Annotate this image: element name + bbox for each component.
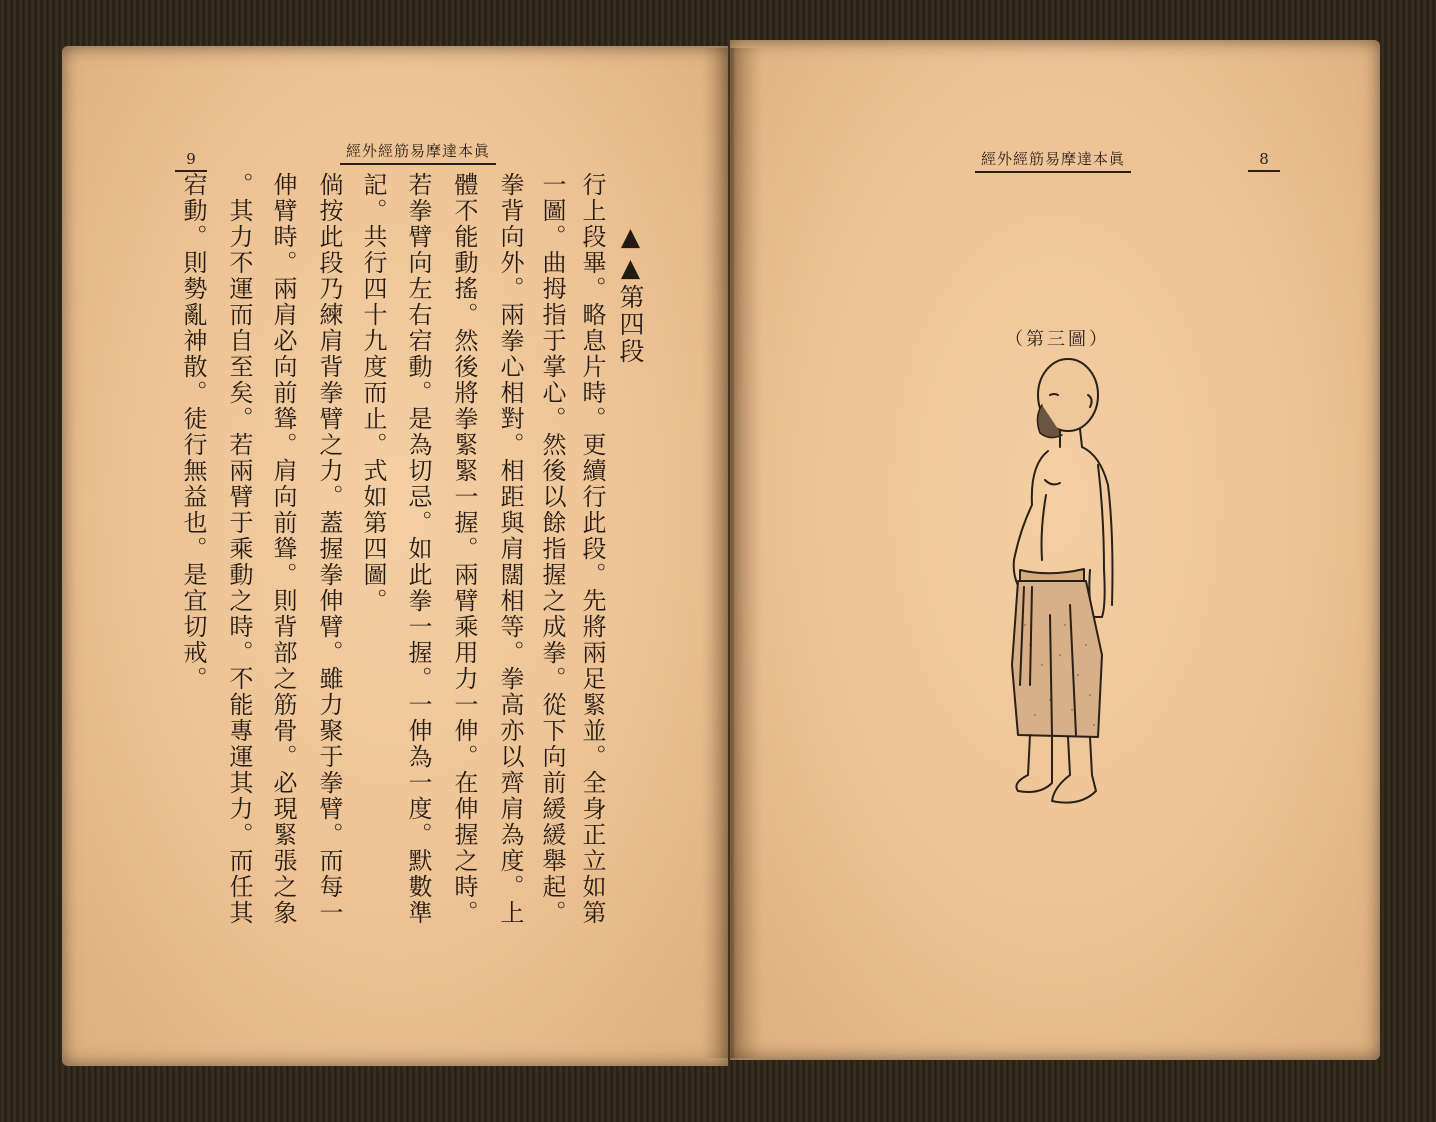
open-book	[62, 38, 1382, 1068]
text-column: 宕動。則勢亂神散。徒行無益也。是宜切戒。	[179, 172, 207, 692]
text-column: 一圖。曲拇指于掌心。然後以餘指握之成拳。從下向前緩緩舉起。	[538, 172, 566, 926]
text-column: 記。共行四十九度而止。式如第四圖。	[359, 172, 387, 614]
left-running-head: 經外經筋易摩達本眞	[340, 140, 496, 165]
text-column: 若拳臂向左右宕動。是為切忌。如此拳一握。一伸為一度。默數準	[404, 172, 432, 926]
text-column: 倘按此段乃練肩背拳臂之力。蓋握拳伸臂。雖力聚于拳臂。而每一	[315, 172, 343, 926]
text-column: 。其力不運而自至矣。若兩臂于乘動之時。不能專運其力。而任其	[225, 172, 253, 926]
figure-caption: （第三圖）	[1005, 329, 1110, 350]
left-page-number: 9	[175, 150, 207, 172]
standing-man-illustration	[990, 355, 1140, 815]
section-heading: ▲▲第四段	[616, 222, 645, 365]
text-column: 拳背向外。兩拳心相對。相距與肩闊相等。拳高亦以齊肩為度。上	[496, 172, 524, 926]
right-running-head: 經外經筋易摩達本眞	[975, 148, 1131, 173]
right-page-number: 8	[1248, 150, 1280, 172]
text-column: 行上段畢。略息片時。更續行此段。先將兩足緊並。全身正立如第	[578, 172, 606, 926]
text-column: 伸臂時。兩肩必向前聳。肩向前聳。則背部之筋骨。必現緊張之象	[269, 172, 297, 926]
text-column: 體不能動搖。然後將拳緊緊一握。兩臂乘用力一伸。在伸握之時。	[450, 172, 478, 926]
